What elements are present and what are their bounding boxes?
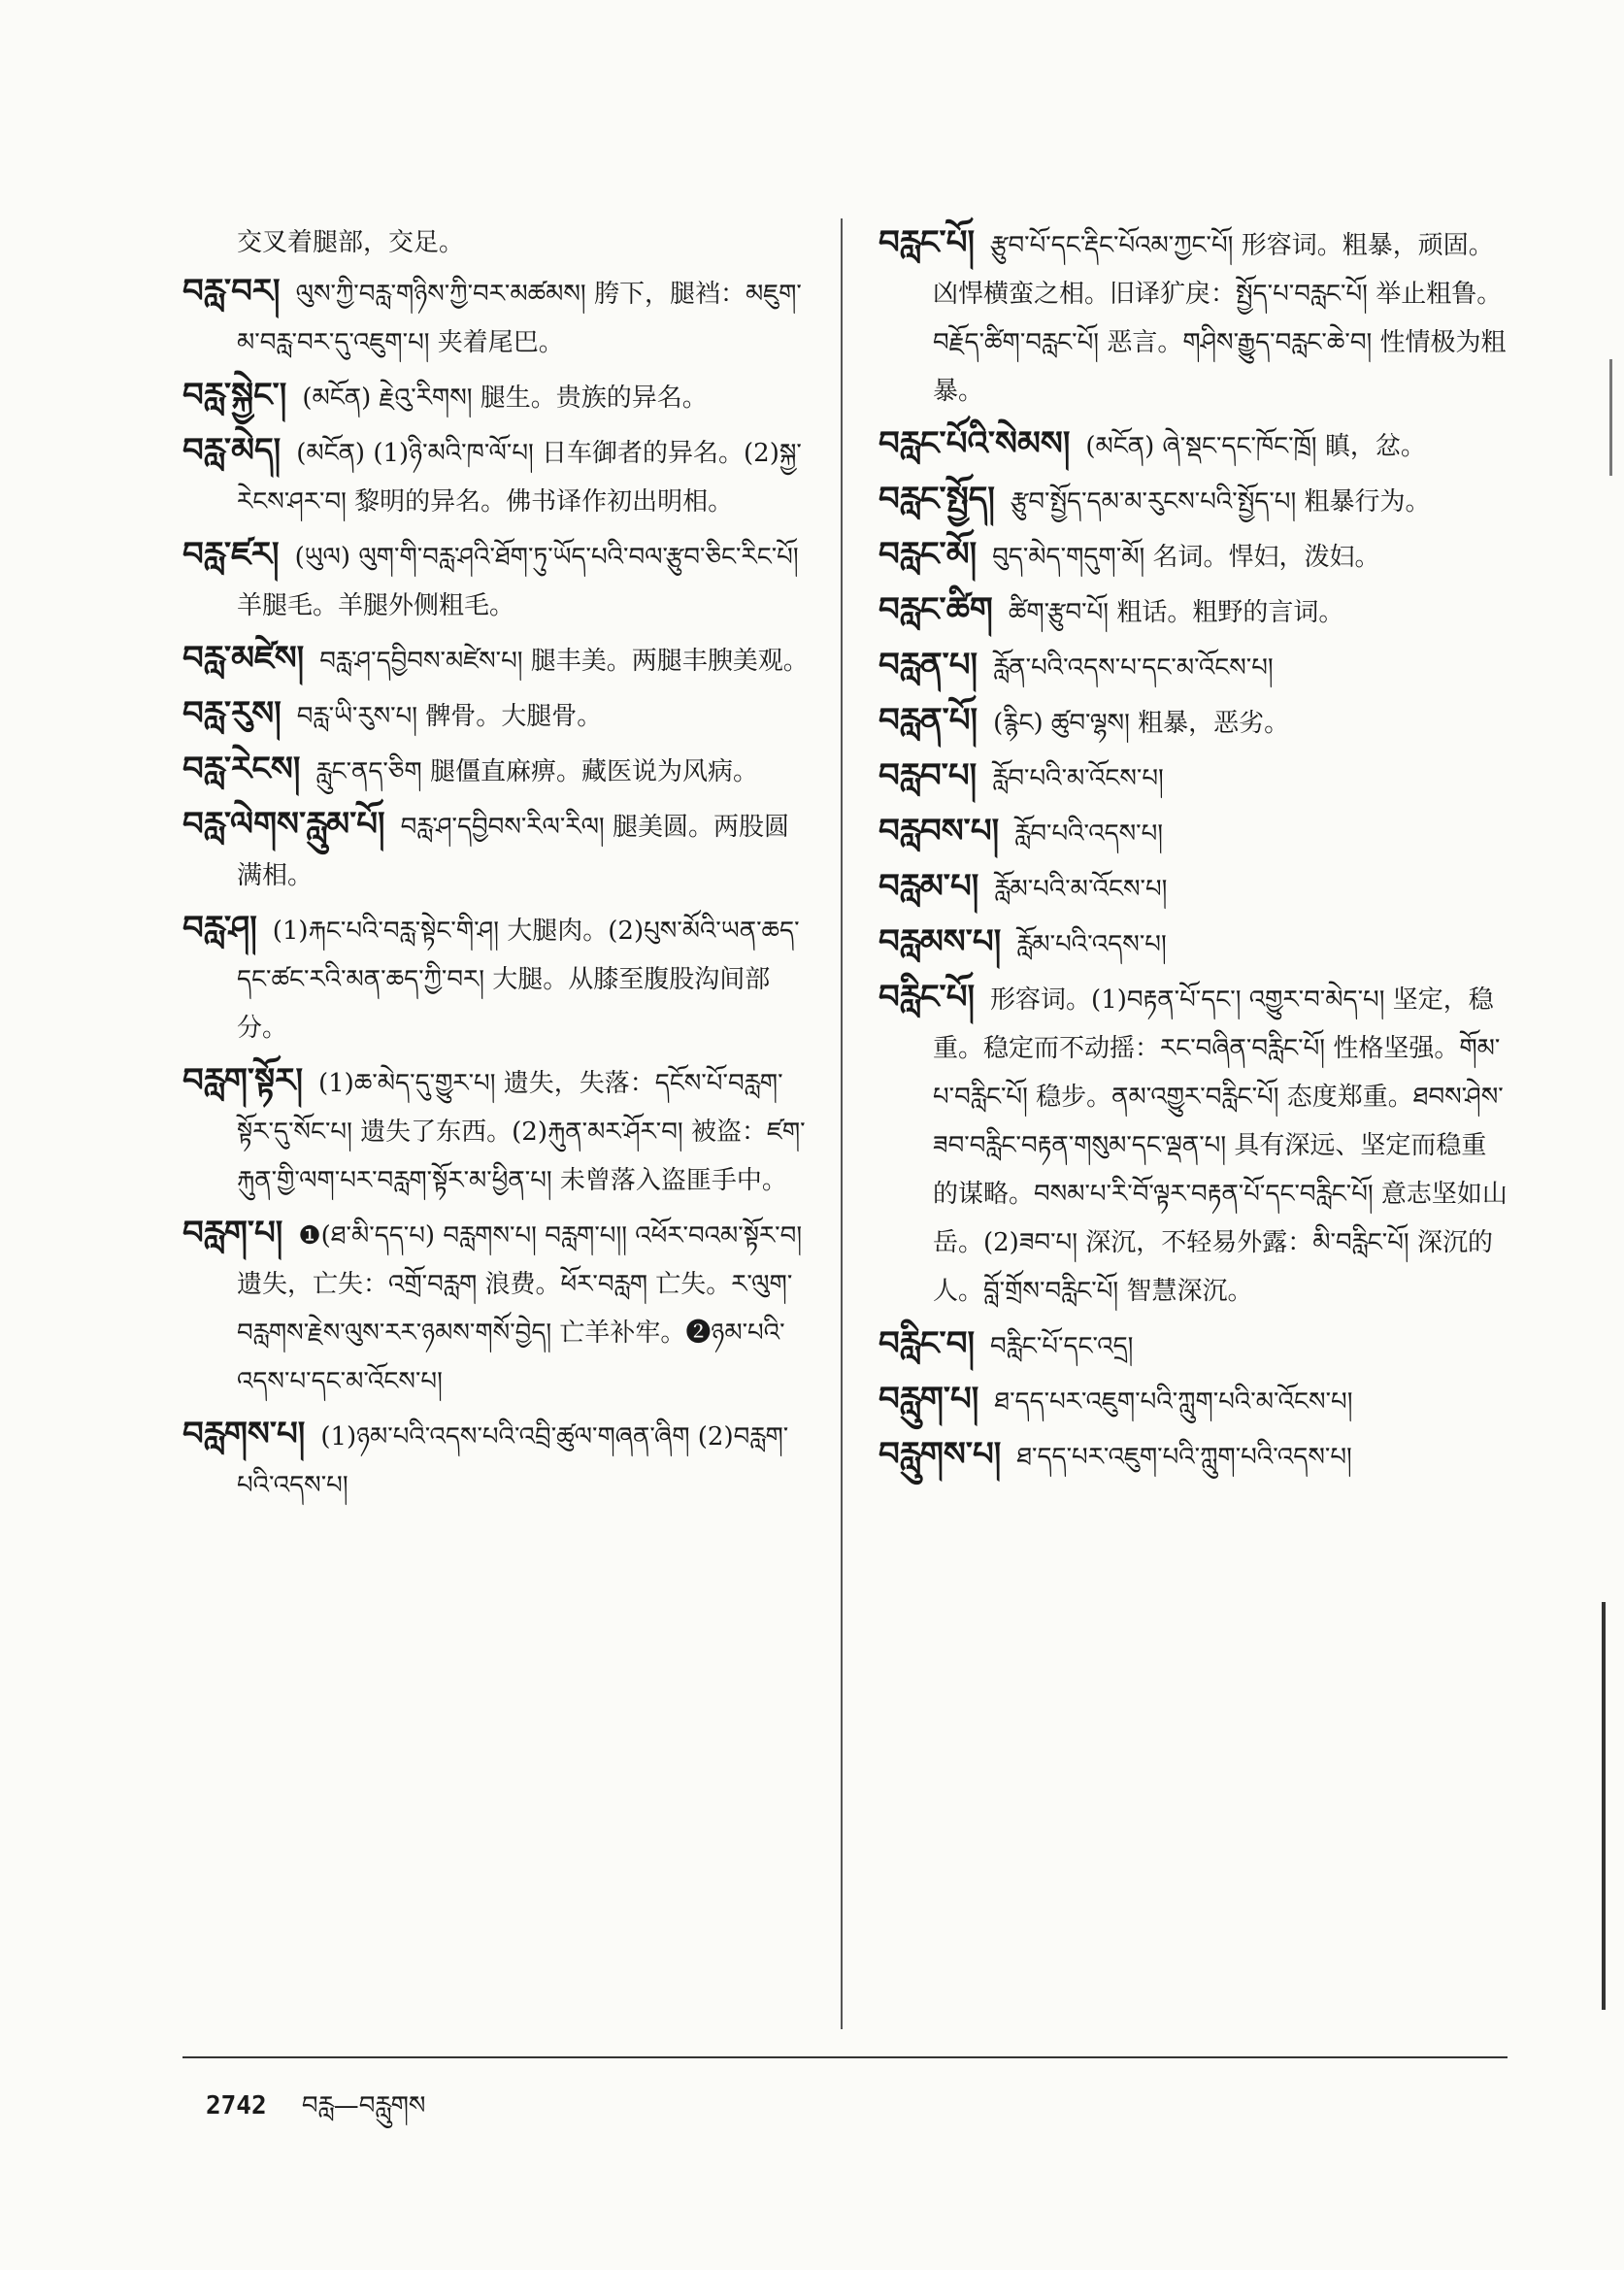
entry-definition: (རྙིང) ཚུབ་ལྷས། 粗暴，恶劣。 [993, 709, 1290, 738]
entry-definition: ཐ་དད་པར་འཇུག་པའི་ཀླུག་པའི་འདས་པ། [1016, 1443, 1352, 1472]
dictionary-entry [878, 1319, 1509, 1371]
scan-edge-mark [1602, 1602, 1606, 2010]
entry-definition: རློབ་པའི་མ་འོངས་པ། [992, 764, 1164, 793]
entry-definition: 形容词。(1)བརྟན་པོ་དང་། འགྱུར་བ་མེད་པ། 坚定，稳重。稳定而不动摇：རང་བཞིན་བརླིང་པོ། 性格坚强。གོམ་པ་བརླིང་པོ། 稳步。ནམ་འགྱུར་བརླིང་པོ། 态度郑重。ཐབས་ཤེས་ཟབ་བརླིང་བརྟན་གསུམ་དང་ལྡན་པ། 具有深远、坚定而稳重的谋略。བསམ་པ་རི་བོ་ལྟར་བརྟན་པོ་དང་བརླིང་པོ། 意志坚如山岳。(2)ཟབ་པ། 深沉，不轻易外露：མི་བརླིང་པོ། 深沉的人。བློ་གྲོས་བརླིང་པོ། 智慧深沉。 [933, 985, 1508, 1306]
entry-definition: བརླིང་པོ་དང་འདྲ། [990, 1332, 1134, 1361]
entry-headword: བརླབས་པ། [878, 812, 1000, 851]
entry-definition: (མངོན) རྗེའུ་རིགས། 腿生。贵族的异名。 [302, 384, 708, 413]
entry-headword: བརླ་མེད། [182, 431, 282, 470]
entry-definition: (1)ཆ་མེད་དུ་གྱུར་པ། 遗失，失落：དངོས་པོ་བརླག་སྟོར་དུ་སོང་པ། 遗失了东西。(2)རྐུན་མར་ཤོར་བ། 被盗：ཛག་རྐུན་གྱི་ལག་པར་བརླག་སྟོར་མ་ཕྱིན་པ། 未曾落入盗匪手中。 [237, 1069, 806, 1195]
entry-definition: ❶(ཐ་མི་དད་པ) བརླགས་པ། བརླག་པ།། འཕོར་བའམ་སྟོར་བ། 遗失，亡失：འགྲོ་བརླག 浪费。ཕོར་བརླག 亡失。ར་ལུག་བརླགས་རྗེས་ལུས་རར་ཉམས་གསོ་བྱེད། 亡羊补牢。❷ཉམ་པའི་འདས་པ་དང་མ་འོངས་པ། [237, 1221, 803, 1396]
dictionary-entry [182, 1410, 813, 1510]
entry-definition: བུད་མེད་གདུག་མོ། 名词。悍妇，泼妇。 [992, 543, 1380, 572]
dictionary-entry [878, 807, 1509, 858]
entry-headword: བརླག་སྟོར། [182, 1061, 303, 1100]
entry-headword: བརླ་མཛེས། [182, 639, 305, 678]
entry-definition: རླུང་ནད་ཅིག 腿僵直麻痹。藏医说为风病。 [315, 757, 758, 786]
dictionary-entry [878, 751, 1509, 803]
entry-definition: (1)རྐང་པའི་བརླ་སྟེང་གི་ཤ། 大腿肉。(2)པུས་མོའི་ཡན་ཆད་དང་ཚང་རའི་མན་ཆད་ཀྱི་བར། 大腿。从膝至腹股沟间部分。 [237, 917, 800, 1043]
dictionary-entry [878, 1430, 1509, 1482]
entry-headword: བརླག་པ། [182, 1214, 283, 1252]
entry-definition: བརླ་ཤ་དབྱིབས་རིལ་རིལ། 腿美圆。两股圆满相。 [237, 813, 789, 890]
entry-definition: (མངོན) ཞེ་སྡང་དང་ཁོང་ཁྲོ། 瞋，忿。 [1085, 432, 1426, 461]
dictionary-entry [878, 973, 1509, 1316]
page-number: 2742 [206, 2091, 267, 2120]
dictionary-entry [878, 641, 1509, 692]
dictionary-entry [878, 419, 1509, 471]
entry-definition: (ཡུལ) ལུག་གི་བརླ་ཤའི་ཐོག་ཏུ་ཡོད་པའི་བལ་རྩུབ་ཅིང་རིང་པོ། 羊腿毛。羊腿外侧粗毛。 [237, 543, 799, 620]
entry-headword: བརླིང་བ། [878, 1324, 976, 1363]
entry-headword: བརླམ་པ། [878, 867, 979, 906]
footer-rule [182, 2056, 1508, 2058]
dictionary-entry [182, 371, 813, 422]
entry-headword: བརླ་རུས། [182, 694, 282, 733]
entry-headword: བརླང་སྤྱོད། [878, 480, 995, 518]
dictionary-entry [878, 1375, 1509, 1426]
entry-definition: བརླ་ཤ་དབྱིབས་མཛེས་པ། 腿丰美。两腿丰腴美观。 [319, 647, 809, 676]
entry-definition: རློབ་པའི་འདས་པ། [1014, 819, 1164, 849]
entry-definition: (མངོན) (1)ཉི་མའི་ཁ་ལོ་པ། 日车御者的异名。(2)སྐྱ་རེངས་ཤར་བ། 黎明的异名。佛书译作初出明相。 [237, 439, 802, 517]
dictionary-entry [182, 904, 813, 1052]
entry-definition: བརླ་ཡི་རུས་པ། 髀骨。大腿骨。 [296, 702, 603, 731]
dictionary-entry [182, 426, 813, 526]
entry-definition: རློམ་པའི་མ་འོངས་པ། [994, 875, 1168, 904]
entry-headword: བརླམས་པ། [878, 922, 1002, 961]
entry-headword: བརླ་ལེགས་རླུམ་པོ། [182, 805, 385, 844]
column-divider [841, 218, 843, 2029]
entry-headword: བརླ་ཛར། [182, 535, 280, 574]
entry-headword: བརླ་བར། [182, 272, 281, 311]
entry-headword: བརླང་པོ། [878, 223, 976, 262]
dictionary-entry [182, 800, 813, 900]
entry-headword: བརླང་མོ། [878, 535, 978, 574]
scan-edge-mark [1609, 359, 1612, 476]
dictionary-entry [182, 267, 813, 367]
entry-headword: བརླང་ཚིག [878, 590, 993, 629]
entry-headword: བརླན་པོ། [878, 701, 978, 740]
dictionary-entry [878, 862, 1509, 914]
entry-definition: ལུས་ཀྱི་བརླ་གཉིས་ཀྱི་བར་མཚམས། 胯下，腿裆：མཇུག་མ་བརླ་བར་དུ་འཇུག་པ། 夹着尾巴。 [237, 280, 802, 357]
dictionary-entry [878, 218, 1509, 416]
entry-definition: རློམ་པའི་འདས་པ། [1016, 930, 1167, 959]
headword-range: བརླ—བརླུགས [301, 2091, 426, 2120]
entry-headword: བརླགས་པ། [182, 1415, 306, 1453]
entry-headword: བརླུག་པ། [878, 1380, 979, 1419]
dictionary-entry [878, 530, 1509, 582]
dictionary-entry [878, 918, 1509, 969]
entry-definition: ཐ་དད་པར་འཇུག་པའི་ཀླུག་པའི་མ་འོངས་པ། [994, 1387, 1353, 1417]
entry-definition: ཚིག་རྩུབ་པོ། 粗话。粗野的言词。 [1008, 598, 1344, 627]
entry-headword: བརླབ་པ། [878, 756, 978, 795]
dictionary-entry [878, 585, 1509, 637]
dictionary-entry [182, 745, 813, 796]
entry-headword: བརླང་པོའི་སེམས། [878, 424, 1071, 463]
right-entries [878, 218, 1509, 1482]
entry-headword: བརླ་ཤ། [182, 909, 257, 948]
page-footer [206, 2078, 425, 2149]
continuation-text: 交叉着腿部，交足。 [237, 228, 465, 257]
dictionary-entry [182, 634, 813, 685]
entry-headword: བརླན་པ། [878, 646, 978, 684]
dictionary-entry [878, 696, 1509, 748]
entry-definition: རློན་པའི་འདས་པ་དང་མ་འོངས་པ། [993, 653, 1274, 683]
dictionary-entry [182, 689, 813, 741]
dictionary-entry [878, 475, 1509, 526]
entry-headword: བརླ་སྐྱེང་། [182, 376, 287, 415]
right-column [878, 218, 1509, 1486]
left-column [182, 218, 813, 1514]
left-entries [182, 267, 813, 1510]
entry-definition: རྩུབ་སྤྱོད་དམ་མ་རུངས་པའི་སྤྱོད་པ། 粗暴行为。 [1010, 487, 1431, 517]
entry-headword: བརླིང་པོ། [878, 978, 976, 1017]
entry-headword: བརླ་རེངས། [182, 750, 301, 788]
entry-headword: བརླུགས་པ། [878, 1435, 1002, 1474]
dictionary-entry [182, 1209, 813, 1406]
dictionary-entry [182, 530, 813, 630]
dictionary-entry [182, 1056, 813, 1205]
entry-definition: རྩུབ་པོ་དང་རྡིང་པོའམ་ཀྱང་པོ། 形容词。粗暴，顽固。凶悍横蛮之相。旧译犷戾：སྤྱོད་པ་བརླང་པོ། 举止粗鲁。བརྗོད་ཚིག་བརླང་པོ། 恶言。གཤིས་རྒྱུད་བརླང་ཆེ་བ། 性情极为粗暴。 [933, 231, 1507, 406]
entry-definition: (1)ཉམ་པའི་འདས་པའི་འབྲི་ཚུལ་གཞན་ཞིག (2)བརླག་པའི་འདས་པ། [237, 1422, 789, 1500]
